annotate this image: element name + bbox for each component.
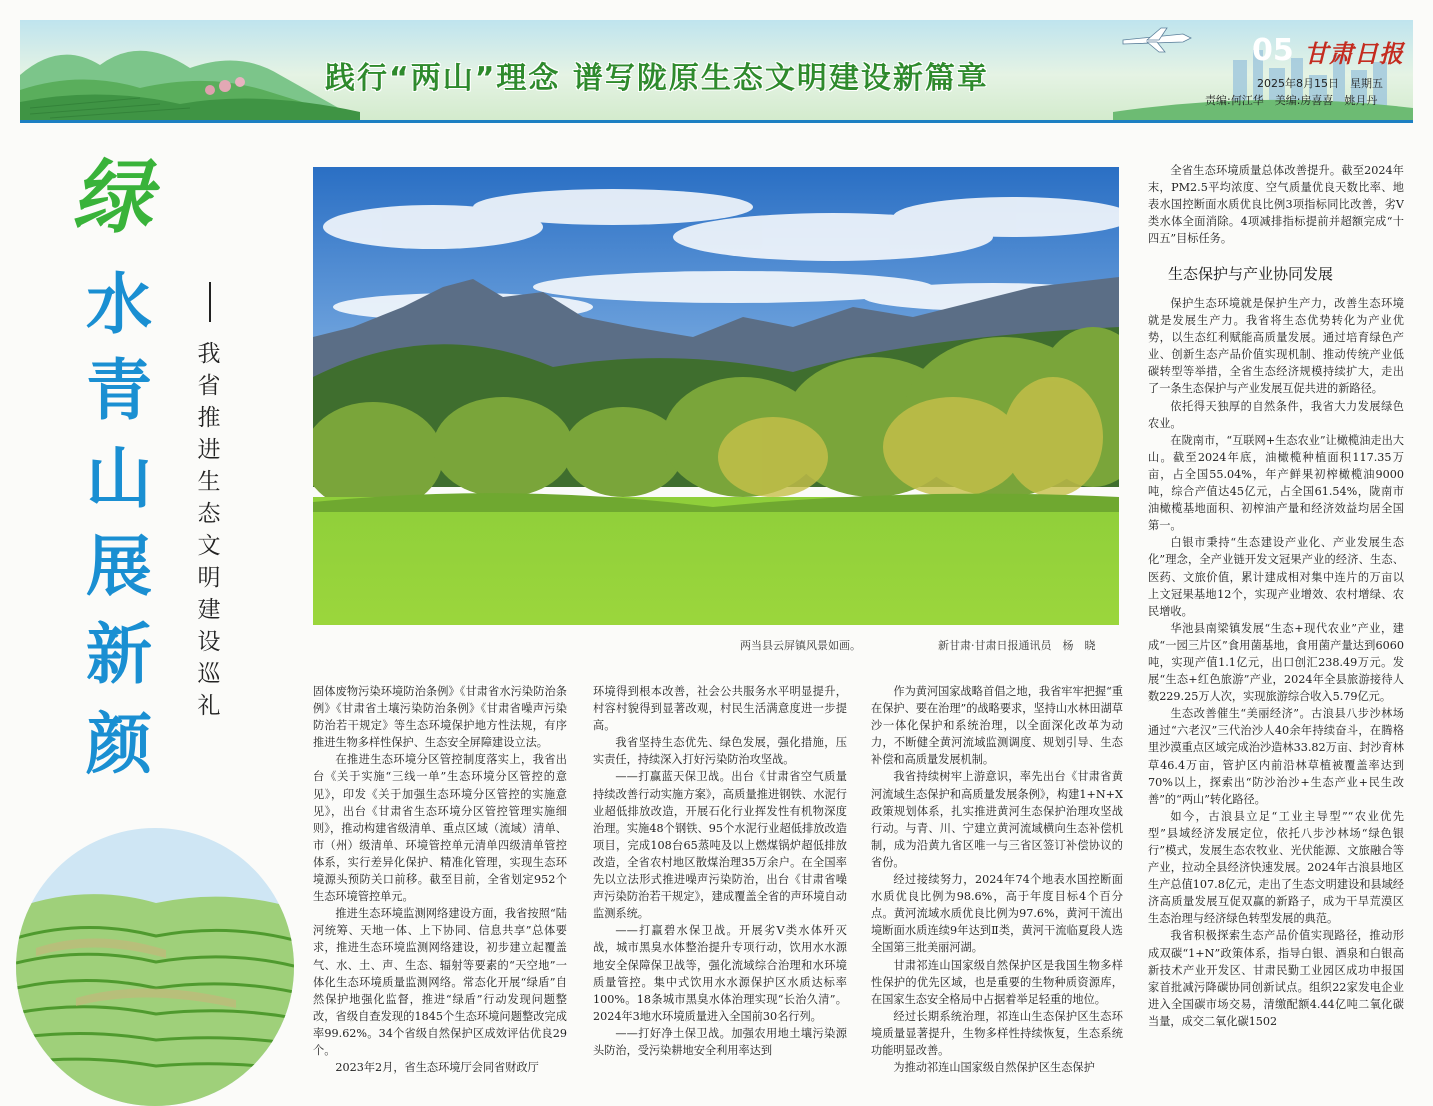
- paragraph: 甘肃祁连山国家级自然保护区是我国生物多样性保护的优先区域，也是重要的生物种质资源库，在国家生态安全格局中占据着举足轻重的地位。: [871, 958, 1123, 1006]
- paragraph: 我省坚持生态优先、绿色发展，强化措施，压实责任，持续深入打好污染防治攻坚战。: [593, 736, 847, 767]
- paragraph: ——打好净土保卫战。加强农用地土壤污染源头防治，受污染耕地安全利用率达到: [593, 1026, 847, 1057]
- feature-title-char: 新: [86, 616, 152, 693]
- subtitle-char: 进: [197, 437, 221, 463]
- paragraph: 保护生态环境就是保护生产力，改善生态环境就是发展生产力。我省将生态优势转化为产业优势，以生态红利赋能高质量发展。通过培育绿色产业、创新生态产品价值实现机制、推动传统产业低碳转型等举措，全省生态经济规模持续扩大，走出了一条生态保护与产业发展互促共进的新路径。: [1148, 297, 1404, 396]
- article-column-4: [1148, 295, 1404, 1075]
- subtitle-char: 文: [197, 533, 221, 559]
- subtitle-dash: [209, 282, 211, 322]
- airplane-icon: [1123, 28, 1191, 52]
- article-column-1: [313, 683, 567, 1075]
- subtitle-char: 生: [197, 469, 221, 495]
- paragraph: 2023年2月，省生态环境厅会同省财政厅: [335, 1061, 539, 1075]
- paragraph: ——打赢蓝天保卫战。出台《甘肃省空气质量持续改善行动实施方案》，高质量推进钢铁、水泥行业超低排放改造，开展石化行业挥发性有机物深度治理。实施48个钢铁、95个水泥行业超低排放改造项目，完成108台65蒸吨及以上燃煤锅炉超低排放改造，全省农村地区散煤治理35万余户。在全国率先以立法形式推进噪声污染防治，出台《甘肃省噪声污染防治若干规定》，建成覆盖全省的声环境自动监测系统。: [593, 770, 847, 921]
- paragraph: 固体废物污染环境防治条例》《甘肃省水污染防治条例》《甘肃省土壤污染防治条例》《甘肃省噪声污染防治若干规定》等生态环境保护地方性法规，有序推进生物多样性保护、生态安全屏障建设立法。: [313, 685, 567, 750]
- paragraph: 推进生态环境监测网络建设方面，我省按照“陆河统筹、天地一体、上下协同、信息共享”总体要求，推进生态环境监测网络建设，初步建立起覆盖气、水、土、声、生态、辐射等要素的“天空地”一体化生态环境质量监测网络。常态化开展“绿盾”自然保护地强化监督，推进“绿盾”行动发现问题整改，省级自查发现的1845个生态环境问题整改完成率99.62%。34个省级自然保护区成效评估优良29个。: [313, 907, 567, 1057]
- paragraph: 作为黄河国家战略首倡之地，我省牢牢把握“重在保护、要在治理”的战略要求，坚持山水林田湖草沙一体化保护和系统治理，以全面深化改革为动力，不断健全黄河流域监测调度、规划引导、生态补偿和高质量发展机制。: [871, 685, 1123, 767]
- feature-title-char: 颜: [86, 706, 152, 783]
- article-column-2: [593, 683, 847, 1075]
- paragraph: ——打赢碧水保卫战。开展劣Ⅴ类水体歼灭战，城市黑臭水体整治提升专项行动，饮用水水源地安全保障保卫战等，强化流域综合治理和水环境质量管控。集中式饮用水水源保护区水质达标率100%。18条城市黑臭水体治理实现“长治久清”。2024年3地水环境质量进入全国前30名行列。: [593, 924, 847, 1023]
- paragraph: 经过接续努力，2024年74个地表水国控断面水质优良比例为98.6%，高于年度目标4个百分点。黄河流域水质优良比例为97.6%，黄河干流出境断面水质连续9年达到Ⅱ类，黄河干流临夏段人选全国第三批美丽河湖。: [871, 873, 1123, 955]
- feature-title-char: 山: [86, 440, 152, 517]
- page-headline: 践行“两山”理念 谱写陇原生态文明建设新篇章: [325, 61, 989, 96]
- paragraph: 为推动祁连山国家级自然保护区生态保护: [893, 1061, 1095, 1075]
- paragraph: 全省生态环境质量总体改善提升。截至2024年末，PM2.5平均浓度、空气质量优良天数比率、地表水国控断面水质优良比例3项指标同比改善，劣Ⅴ类水体全面消除。4项减排指标提前并超额完成“十四五”目标任务。: [1148, 164, 1404, 246]
- paragraph: 在推进生态环境分区管控制度落实上，我省出台《关于实施“三线一单”生态环境分区管控的意见》，印发《关于加强生态环境分区管控的实施意见》，出台《甘肃省生态环境分区管控管理实施细则》，推动构建省级清单、重点区域（流域）清单、市（州）级清单、环境管控单元清单四级清单管控体系，实行差异化保护、精准化管理，实现生态环境源头预防关口前移。截至目前，全省划定952个生态环境管控单元。: [313, 753, 567, 904]
- subtitle-char: 推: [197, 405, 221, 431]
- issue-date: 2025年8月15日 星期五: [1257, 77, 1383, 90]
- article-column-3: [871, 683, 1123, 1075]
- paragraph: 依托得天独厚的自然条件，我省大力发展绿色农业。: [1148, 399, 1404, 430]
- paragraph: 如今，古浪县立足“工业主导型”“农业优先型”县域经济发展定位，依托八步沙林场“绿色银行”模式，发展生态农牧业、光伏能源、文旅融合等产业，拉动全县经济快速发展。2024年古浪县地区生产总值107.8亿元，走出了生态文明建设和县域经济高质量发展互促双赢的新路子，成为干旱荒漠区生态治理与经济绿色转型发展的典范。: [1148, 809, 1404, 926]
- newspaper-logo: 甘肃日报: [1304, 39, 1404, 68]
- page-header-banner: [20, 20, 1413, 123]
- article-column-4-top: [1148, 162, 1404, 252]
- paragraph: 华池县南梁镇发展“生态+现代农业”产业，建成“一园三片区”食用菌基地，食用菌产量达到6060吨，实现产值1.1亿元，出口创汇238.49万元。发展“生态+红色旅游”产业，2024年全县旅游接待人数229.25万人次，实现旅游综合收入5.79亿元。: [1148, 621, 1404, 704]
- feature-title-char: 展: [86, 528, 152, 605]
- paragraph: 在陇南市，“互联网+生态农业”让橄榄油走出大山。截至2024年底，油橄榄种植面积117.35万亩，占全国55.04%，年产鲜果初榨橄榄油9000吨，综合产值达45亿元，占全国61.54%，陇南市油橄榄基地面积、初榨油产量和经济效益均居全国第一。: [1148, 433, 1404, 533]
- feature-title-char: 绿: [72, 151, 152, 244]
- subtitle-char: 我: [197, 341, 221, 367]
- page-number: 05: [1252, 33, 1294, 68]
- paragraph: 环境得到根本改善，社会公共服务水平明显提升，村容村貌得到显著改观，村民生活满意度进一步提高。: [593, 685, 847, 733]
- hills-illustration: [20, 20, 360, 120]
- paragraph: 我省持续树牢上游意识，率先出台《甘肃省黄河流域生态保护和高质量发展条例》，构建1+N+X政策规划体系，扎实推进黄河生态保护治理攻坚战行动。与青、川、宁建立黄河流域横向生态补偿机制，成为沿黄九省区唯一与三省区签订补偿协议的省份。: [871, 770, 1123, 869]
- photo-credit: 新甘肃·甘肃日报通讯员 杨 晓: [938, 639, 1096, 652]
- photo-caption: 两当县云屏镇风景如画。: [740, 639, 861, 652]
- paragraph: 经过长期系统治理，祁连山生态保护区生态环境质量显著提升，生物多样性持续恢复，生态系统功能明显改善。: [871, 1009, 1123, 1057]
- paragraph: 生态改善催生“美丽经济”。古浪县八步沙林场通过“六老汉”三代治沙人40余年持续奋斗，在腾格里沙漠重点区域完成治沙造林33.82万亩、封沙育林草46.4万亩，管护区内前沿林草植被覆盖率达到70%以上，探索出“防沙治沙+生态产业+民生改善”的“两山”转化路径。: [1148, 707, 1404, 806]
- editor-credits: 责编:何江华 美编:房喜喜 姚月丹: [1205, 94, 1378, 107]
- section-heading: 生态保护与产业协同发展: [1168, 265, 1334, 283]
- landscape-photo: [313, 167, 1119, 625]
- feature-title-char: 青: [86, 352, 152, 429]
- subtitle-char: 设: [197, 629, 221, 655]
- terraced-fields-photo: [16, 828, 294, 1106]
- subtitle-char: 省: [197, 373, 221, 399]
- subtitle-char: 巡: [197, 661, 221, 687]
- paragraph: 我省积极探索生态产品价值实现路径，推动形成双碳“1+N”政策体系，指导白银、酒泉和白银高新技术产业开发区、甘肃民勤工业园区成功申报国家首批减污降碳协同创新试点。组织22家发电企业进入全国碳市场交易，清缴配额4.44亿吨二氧化碳当量，成交二氧化碳1502: [1148, 929, 1404, 1028]
- paragraph: 白银市秉持“生态建设产业化、产业发展生态化”理念，全产业链开发文冠果产业的经济、生态、医药、文旅价值，累计建成相对集中连片的万亩以上文冠果基地12个，实现产业增效、农村增绿、农民增收。: [1148, 536, 1404, 618]
- subtitle-char: 礼: [197, 693, 221, 719]
- feature-title-char: 水: [86, 266, 152, 343]
- subtitle-char: 态: [197, 501, 221, 527]
- subtitle-char: 明: [197, 565, 221, 591]
- subtitle-char: 建: [197, 597, 221, 623]
- feature-subtitle: [194, 338, 224, 722]
